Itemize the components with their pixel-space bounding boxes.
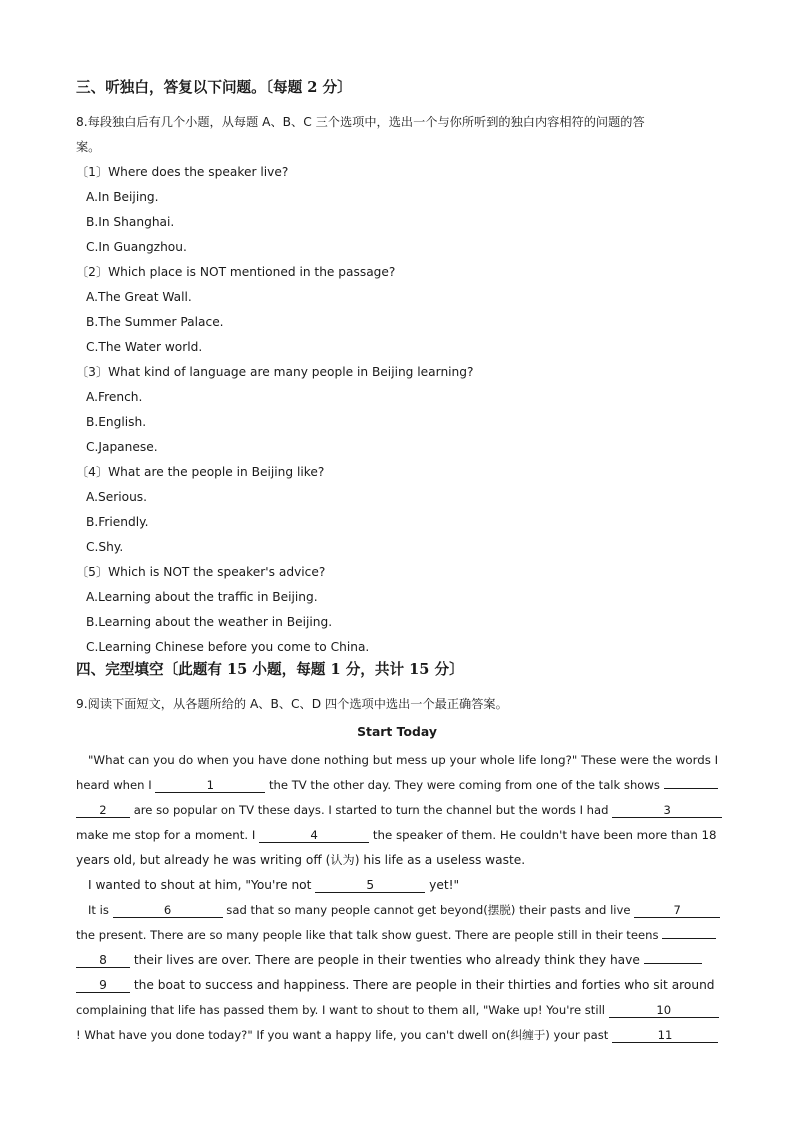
blank-7[interactable]: 7 bbox=[634, 903, 720, 918]
passage-text: the boat to success and happiness. There are people in their thirties and forties who sit around bbox=[133, 978, 715, 992]
question-4: 〔4〕What are the people in Beijing like? bbox=[76, 465, 325, 479]
blank-3[interactable]: 3 bbox=[612, 803, 722, 818]
passage-line-11 bbox=[76, 1002, 719, 1018]
passage-line-10 bbox=[76, 977, 715, 993]
question-5: 〔5〕Which is NOT the speaker's advice? bbox=[76, 565, 326, 579]
q1-option-b: B.In Shanghai. bbox=[86, 215, 175, 229]
q5-option-a: A.Learning about the traffic in Beijing. bbox=[86, 590, 318, 604]
passage-line-6 bbox=[88, 877, 459, 893]
q3-option-b: B.English. bbox=[86, 415, 147, 429]
section-4-heading: 四、完型填空〔此题有 15 小题，每题 1 分，共计 15 分〕 bbox=[76, 661, 464, 678]
blank-2-start[interactable] bbox=[664, 788, 718, 789]
passage-text: are so popular on TV these days. I started to turn the channel but the words I had bbox=[133, 803, 609, 817]
blank-11[interactable]: 11 bbox=[612, 1028, 718, 1043]
blank-1[interactable]: 1 bbox=[155, 778, 265, 793]
passage-text: It is bbox=[88, 903, 109, 917]
q1-option-a: A.In Beijing. bbox=[86, 190, 159, 204]
q4-option-a: A.Serious. bbox=[86, 490, 148, 504]
passage-line-4 bbox=[76, 827, 717, 843]
passage-line-2 bbox=[76, 777, 718, 793]
passage-line-1: "What can you do when you have done nothing but mess up your whole life long?" These were the words I bbox=[88, 753, 719, 767]
passage-title: Start Today bbox=[357, 724, 437, 739]
q4-option-c: C.Shy. bbox=[86, 540, 124, 554]
section-4-instruction: 9.阅读下面短文，从各题所给的 A、B、C、D 四个选项中选出一个最正确答案。 bbox=[76, 697, 508, 711]
question-1: 〔1〕Where does the speaker live? bbox=[76, 165, 289, 179]
passage-line-5: years old, but already he was writing off (认为) his life as a useless waste. bbox=[76, 853, 526, 867]
passage-line-7 bbox=[88, 902, 720, 918]
q3-option-a: A.French. bbox=[86, 390, 143, 404]
q2-option-c: C.The Water world. bbox=[86, 340, 203, 354]
blank-9[interactable]: 9 bbox=[76, 978, 130, 993]
blank-10[interactable]: 10 bbox=[609, 1003, 719, 1018]
q2-option-a: A.The Great Wall. bbox=[86, 290, 192, 304]
passage-text: sad that so many people cannot get beyond(摆脱) their pasts and live bbox=[226, 903, 631, 917]
passage-text: the TV the other day. They were coming from one of the talk shows bbox=[268, 778, 660, 792]
q1-option-c: C.In Guangzhou. bbox=[86, 240, 187, 254]
passage-line-8 bbox=[76, 927, 716, 943]
passage-text: ! What have you done today?" If you want a happy life, you can't dwell on(纠缠于) your past bbox=[76, 1028, 609, 1042]
blank-2[interactable]: 2 bbox=[76, 803, 130, 818]
question-3: 〔3〕What kind of language are many people in Beijing learning? bbox=[76, 365, 474, 379]
passage-text: I wanted to shout at him, "You're not bbox=[88, 878, 312, 892]
instruction-line-1: 8.每段独白后有几个小题，从每题 A、B、C 三个选项中，选出一个与你所听到的独白内容相符的问题的答 bbox=[76, 115, 645, 129]
blank-4[interactable]: 4 bbox=[259, 828, 369, 843]
passage-text: make me stop for a moment. I bbox=[76, 828, 256, 842]
instruction-line-2: 案。 bbox=[76, 140, 101, 154]
passage-text: their lives are over. There are people in their twenties who already think they have bbox=[133, 953, 640, 967]
blank-6[interactable]: 6 bbox=[113, 903, 223, 918]
passage-text: yet!" bbox=[429, 878, 460, 892]
blank-5[interactable]: 5 bbox=[315, 878, 425, 893]
passage-text: the speaker of them. He couldn't have been more than 18 bbox=[372, 828, 717, 842]
question-2: 〔2〕Which place is NOT mentioned in the passage? bbox=[76, 265, 396, 279]
q4-option-b: B.Friendly. bbox=[86, 515, 149, 529]
blank-8-start[interactable] bbox=[662, 938, 716, 939]
passage-line-3 bbox=[76, 802, 722, 818]
passage-text: the present. There are so many people like that talk show guest. There are people still in their teens bbox=[76, 928, 659, 942]
passage-line-12 bbox=[76, 1027, 718, 1043]
passage-line-9 bbox=[76, 952, 702, 968]
section-3-heading: 三、听独白，答复以下问题。〔每题 2 分〕 bbox=[76, 79, 352, 96]
q5-option-b: B.Learning about the weather in Beijing. bbox=[86, 615, 333, 629]
passage-text: heard when I bbox=[76, 778, 152, 792]
blank-9-start[interactable] bbox=[644, 963, 702, 964]
q5-option-c: C.Learning Chinese before you come to China. bbox=[86, 640, 370, 654]
q2-option-b: B.The Summer Palace. bbox=[86, 315, 224, 329]
q3-option-c: C.Japanese. bbox=[86, 440, 158, 454]
blank-8[interactable]: 8 bbox=[76, 953, 130, 968]
passage-text: complaining that life has passed them by. I want to shout to them all, "Wake up! You're still bbox=[76, 1003, 606, 1017]
